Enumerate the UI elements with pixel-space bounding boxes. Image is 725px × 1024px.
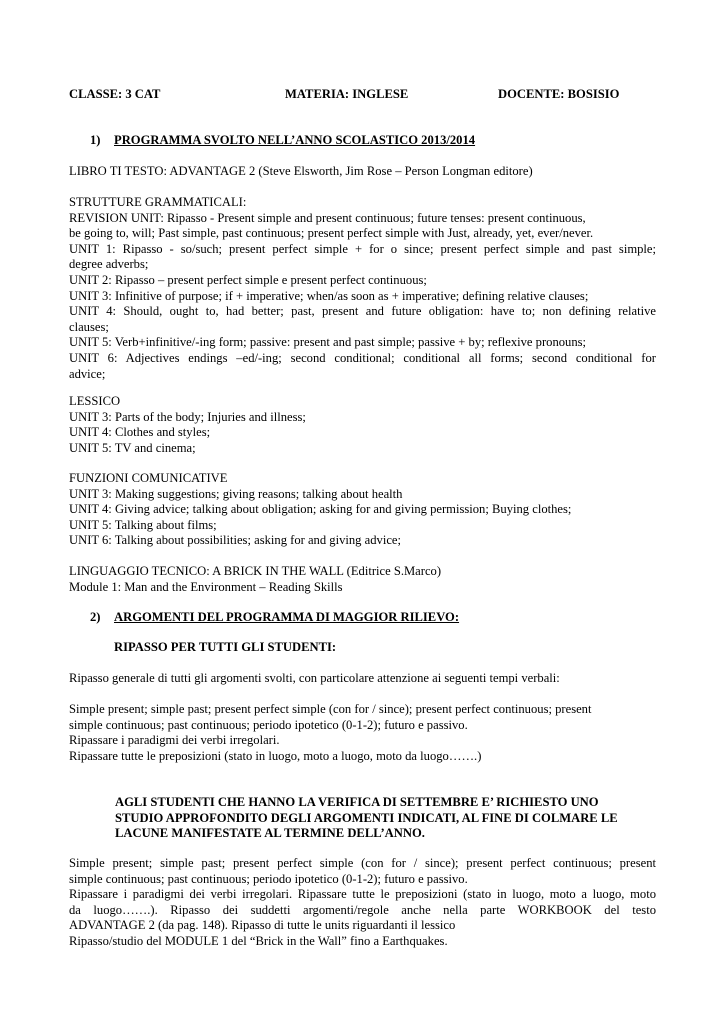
ripasso-line: Ripassare tutte le preposizioni (stato in luogo, moto a luogo, moto da luogo…….) <box>69 748 482 763</box>
notice-line: STUDIO APPROFONDITO DEGLI ARGOMENTI INDICATI, AL FINE DI COLMARE LE <box>115 810 618 825</box>
lessico-title: LESSICO <box>69 394 121 408</box>
funzioni-title: FUNZIONI COMUNICATIVE <box>69 471 228 485</box>
lessico-line: UNIT 3: Parts of the body; Injuries and illness; <box>69 409 306 424</box>
funzioni-line: UNIT 5: Talking about films; <box>69 517 217 532</box>
grammar-line: UNIT 3: Infinitive of purpose; if + imperative; when/as soon as + imperative; defining relative clauses; <box>69 288 589 303</box>
textbook-line: LIBRO TI TESTO: ADVANTAGE 2 (Steve Elsworth, Jim Rose – Person Longman editore) <box>69 164 533 178</box>
funzioni-section <box>69 471 656 549</box>
detail-line: Ripasso/studio del MODULE 1 del “Brick in the Wall” fino a Earthquakes. <box>69 933 448 948</box>
grammar-line: REVISION UNIT: Ripasso - Present simple and present continuous; future tenses: present continuous, <box>69 210 586 225</box>
lessico-line: UNIT 5: TV and cinema; <box>69 440 196 455</box>
notice-line: LACUNE MANIFESTATE AL TERMINE DELL’ANNO. <box>115 826 425 841</box>
detail-line: Ripassare i paradigmi dei verbi irregolari. Ripassare tutte le preposizioni (stato in luogo, moto a luogo, moto <box>69 887 656 902</box>
grammar-line: degree adverbs; <box>69 257 149 272</box>
detail-line: da luogo…….). Ripasso dei suddetti argomenti/regole anche nella parte WORKBOOK del testo <box>69 902 656 917</box>
ripasso-line: Simple present; simple past; present perfect simple (con for / since); present perfect continuous; present <box>69 702 592 716</box>
grammar-section <box>69 195 656 382</box>
tecnico-line: Module 1: Man and the Environment – Reading Skills <box>69 579 343 594</box>
detail-line: Simple present; simple past; present perfect simple (con for / since); present perfect continuous; present <box>69 856 656 870</box>
grammar-line: UNIT 6: Adjectives endings –ed/-ing; second conditional; conditional all forms; second conditional for <box>69 350 656 365</box>
section-2-number: 2) <box>90 610 101 624</box>
tecnico-section <box>69 564 656 595</box>
september-details <box>69 856 656 950</box>
section-2-heading <box>90 610 459 626</box>
tecnico-line: LINGUAGGIO TECNICO: A BRICK IN THE WALL (Editrice S.Marco) <box>69 564 442 578</box>
notice-line: AGLI STUDENTI CHE HANNO LA VERIFICA DI SETTEMBRE E’ RICHIESTO UNO <box>115 795 599 809</box>
lessico-section <box>69 394 656 456</box>
lessico-line: UNIT 4: Clothes and styles; <box>69 425 211 440</box>
funzioni-line: UNIT 3: Making suggestions; giving reasons; talking about health <box>69 486 403 501</box>
section-1-title: PROGRAMMA SVOLTO NELL’ANNO SCOLASTICO 2013/2014 <box>114 133 476 147</box>
class-label: CLASSE: 3 CAT <box>69 87 161 101</box>
grammar-line: UNIT 4: Should, ought to, had better; past, present and future obligation: have to; non defining relative <box>69 304 656 319</box>
grammar-line: UNIT 1: Ripasso - so/such; present perfect simple + for o since; present perfect simple and past simple; <box>69 241 656 256</box>
grammar-line: clauses; <box>69 319 109 334</box>
funzioni-line: UNIT 4: Giving advice; talking about obligation; asking for and giving permission; Buying clothes; <box>69 502 572 517</box>
subject-label: MATERIA: INGLESE <box>285 87 409 101</box>
teacher-label: DOCENTE: BOSISIO <box>498 87 620 101</box>
ripasso-line: Ripassare i paradigmi dei verbi irregolari. <box>69 733 280 748</box>
grammar-line: advice; <box>69 366 106 381</box>
section-1-heading <box>90 133 475 149</box>
ripasso-line: simple continuous; past continuous; periodo ipotetico (0-1-2); futuro e passivo. <box>69 717 468 732</box>
section-1-number: 1) <box>90 133 101 147</box>
september-notice <box>115 795 656 842</box>
ripasso-all-section <box>69 702 656 764</box>
grammar-line: UNIT 2: Ripasso – present perfect simple e present perfect continuous; <box>69 272 427 287</box>
funzioni-line: UNIT 6: Talking about possibilities; asking for and giving advice; <box>69 533 401 548</box>
section-2-title: ARGOMENTI DEL PROGRAMMA DI MAGGIOR RILIEVO: <box>114 610 460 624</box>
section-2-subtitle: RIPASSO PER TUTTI GLI STUDENTI: <box>114 640 337 654</box>
detail-line: ADVANTAGE 2 (da pag. 148). Ripasso di tutte le units riguardanti il lessico <box>69 918 456 933</box>
ripasso-intro: Ripasso generale di tutti gli argomenti svolti, con particolare attenzione ai seguenti tempi verbali: <box>69 671 560 685</box>
grammar-line: be going to, will; Past simple, past continuous; present perfect simple with Just, already, yet, ever/never. <box>69 226 594 241</box>
grammar-line: UNIT 5: Verb+infinitive/-ing form; passive: present and past simple; passive + by; reflexive pronouns; <box>69 335 587 350</box>
grammar-title: STRUTTURE GRAMMATICALI: <box>69 195 247 209</box>
detail-line: simple continuous; past continuous; periodo ipotetico (0-1-2); futuro e passivo. <box>69 871 468 886</box>
